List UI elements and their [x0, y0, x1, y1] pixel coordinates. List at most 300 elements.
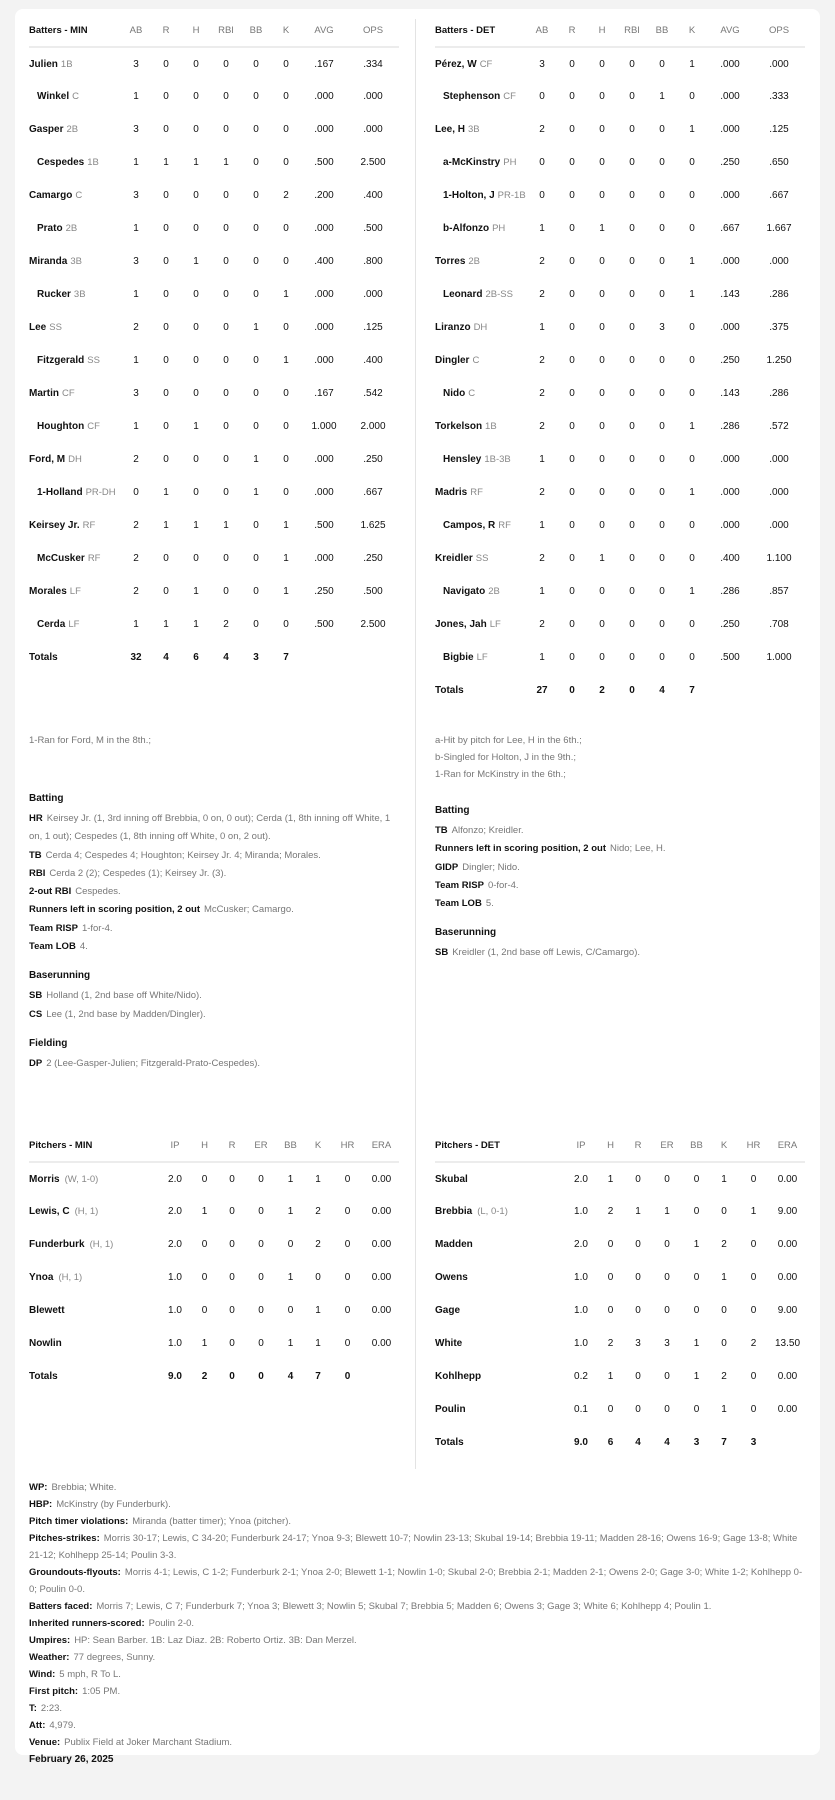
- player-name: Julien: [29, 58, 58, 70]
- player-cell: [435, 410, 527, 443]
- stat-h: 1: [193, 619, 199, 630]
- stat-rbi: 0: [629, 91, 635, 102]
- column-header-ops: OPS: [753, 15, 805, 47]
- pitcher-row: [435, 1360, 805, 1393]
- column-header-h: H: [587, 15, 617, 47]
- stat-bb: 1: [253, 487, 259, 498]
- total-h: 6: [193, 652, 199, 663]
- info-value: McKinstry (by Funderburk).: [56, 1499, 171, 1510]
- stat-avg: 1.000: [311, 421, 337, 432]
- pitcher-row: [29, 1162, 399, 1195]
- stat-ops: 2.000: [360, 421, 386, 432]
- stat-avg: .000: [720, 487, 740, 498]
- stat-ops: .400: [363, 355, 383, 366]
- stat-bb: 1: [287, 1272, 294, 1283]
- player-cell: [435, 146, 527, 179]
- stat-ops: 1.250: [766, 355, 792, 366]
- stat-rbi: 0: [629, 421, 635, 432]
- stat-rbi: 0: [629, 520, 635, 531]
- stat-bb: 0: [693, 1305, 700, 1316]
- player-name: Pérez, W: [435, 58, 477, 70]
- stat-hr: 1: [750, 1206, 757, 1217]
- stat-er: 0: [258, 1173, 264, 1185]
- total-k: 7: [689, 685, 695, 696]
- stat-value: Kreidler (1, 2nd base off Lewis, C/Camargo).: [452, 947, 641, 959]
- stat-r: 0: [635, 1173, 641, 1185]
- stat-ops: 1.000: [766, 652, 792, 663]
- stat-r: 0: [163, 355, 169, 366]
- player-name: Liranzo: [435, 322, 471, 333]
- stat-bb: 1: [659, 91, 665, 102]
- stat-key: Runners left in scoring position, 2 out: [29, 904, 201, 916]
- stat-bb: 0: [253, 586, 259, 597]
- stat-ops: .500: [363, 586, 383, 597]
- stat-bb: 0: [253, 256, 259, 267]
- stat-value: Lee (1, 2nd base by Madden/Dingler).: [46, 1008, 206, 1020]
- stat-line: [435, 859, 805, 877]
- pitcher-row: [435, 1261, 805, 1294]
- stat-key: RBI: [29, 867, 46, 879]
- column-header-h: H: [181, 15, 211, 47]
- stat-ops: .667: [363, 487, 383, 498]
- stat-k: 0: [689, 223, 695, 234]
- info-value: 1:05 PM.: [82, 1686, 121, 1697]
- player-position: C: [72, 91, 80, 102]
- game-info-line: [29, 1649, 809, 1666]
- game-info-line: [29, 1598, 809, 1615]
- stat-h: 1: [193, 256, 199, 267]
- player-name: Morris: [29, 1173, 60, 1185]
- stat-key: TB: [29, 849, 42, 861]
- totals-label: Totals: [435, 1437, 464, 1448]
- column-divider: [415, 19, 416, 1469]
- section-baserunning: [435, 927, 805, 962]
- stat-ops: .375: [769, 322, 789, 333]
- info-value: Morris 4-1; Lewis, C 1-2; Funderburk 2-1; Ynoa 2-0; Blewett 1-1; Nowlin 1-0; Skubal 2-0; Brebbia 2-1; Madden 2-1; Owens 2-0; Gage 3-0; White 1-2; Kohlhepp 0-0; Poulin 0-0.: [29, 1567, 803, 1595]
- stat-er: 0: [664, 1305, 670, 1316]
- stat-h: 0: [599, 355, 605, 366]
- stat-rbi: 0: [223, 322, 229, 333]
- player-position: RF: [87, 553, 101, 564]
- stat-h: 2: [607, 1206, 614, 1217]
- total-rbi: 0: [629, 685, 635, 696]
- stat-r: 0: [569, 355, 575, 366]
- total-bb: 3: [253, 652, 259, 663]
- stat-k: 1: [721, 1173, 727, 1185]
- player-cell: [435, 575, 527, 608]
- stat-ip: 1.0: [574, 1272, 588, 1283]
- info-value: Poulin 2-0.: [148, 1618, 195, 1629]
- player-cell: [29, 80, 121, 113]
- stat-rbi: 0: [629, 256, 635, 267]
- stat-ops: .125: [769, 124, 789, 135]
- game-info-line: [29, 1564, 809, 1598]
- stat-k: 2: [721, 1239, 727, 1250]
- stat-k: 1: [315, 1305, 321, 1316]
- stat-h: 0: [599, 256, 605, 267]
- pitcher-row: [435, 1393, 805, 1426]
- stat-k: 1: [283, 289, 289, 300]
- stat-ab: 3: [133, 58, 139, 70]
- player-name: Owens: [435, 1272, 468, 1283]
- stat-avg: .000: [720, 91, 740, 102]
- stat-k: 0: [689, 190, 695, 201]
- section-title: Baserunning: [435, 927, 497, 939]
- total-h: 2: [201, 1371, 208, 1382]
- stat-ab: 2: [539, 256, 545, 267]
- min-batting-notes: [29, 732, 399, 749]
- stat-h: 0: [193, 124, 199, 135]
- info-value: Morris 30-17; Lewis, C 34-20; Funderburk 24-17; Ynoa 9-3; Blewett 10-7; Nowlin 23-13; Skubal 19-14; Brebbia 19-11; Madden 28-16; Owens 16-9; Gage 13-8; White 21-12; Kohlhepp 25-14; Poulin 3-3.: [29, 1533, 798, 1561]
- batter-row: [435, 311, 805, 344]
- stat-ab: 2: [539, 553, 545, 564]
- total-ab: 27: [536, 685, 548, 696]
- stat-ab: 3: [133, 256, 139, 267]
- stat-key: CS: [29, 1008, 43, 1020]
- batter-row: [29, 443, 399, 476]
- stat-bb: 1: [287, 1206, 294, 1217]
- stat-h: 0: [201, 1272, 208, 1283]
- stat-h: 0: [201, 1173, 208, 1185]
- stat-rbi: 0: [223, 553, 229, 564]
- player-position: 3B: [468, 124, 480, 135]
- stat-h: 0: [193, 190, 199, 201]
- stat-rbi: 0: [223, 586, 229, 597]
- stat-h: 0: [607, 1404, 614, 1415]
- stat-ops: .000: [769, 58, 789, 70]
- stat-avg: .400: [314, 256, 334, 267]
- stat-h: 0: [599, 388, 605, 399]
- stat-r: 0: [569, 487, 575, 498]
- player-name: Navigato: [443, 586, 486, 597]
- info-key: HBP:: [29, 1499, 53, 1510]
- player-name: Funderburk: [29, 1239, 85, 1250]
- info-value: Miranda (batter timer); Ynoa (pitcher).: [132, 1516, 291, 1527]
- player-cell: [435, 80, 527, 113]
- stat-key: Team RISP: [435, 879, 484, 891]
- batter-row: [435, 344, 805, 377]
- stat-r: 0: [569, 619, 575, 630]
- stat-line: [29, 1006, 399, 1024]
- player-cell: [435, 113, 527, 146]
- batter-row: [435, 179, 805, 212]
- stat-r: 0: [163, 322, 169, 333]
- stat-avg: .400: [720, 553, 740, 564]
- stat-r: 0: [569, 223, 575, 234]
- stat-k: 0: [721, 1206, 727, 1217]
- column-header-ops: OPS: [347, 15, 399, 47]
- stat-bb: 0: [253, 91, 259, 102]
- player-position: CF: [479, 58, 493, 70]
- section-batting: [29, 793, 399, 956]
- stat-hr: 0: [750, 1272, 757, 1283]
- stat-value: Dingler; Nido.: [462, 861, 520, 873]
- game-info-line: [29, 1683, 809, 1700]
- player-cell: [29, 542, 121, 575]
- batter-row: [435, 476, 805, 509]
- stat-bb: 0: [693, 1404, 700, 1415]
- stat-r: 0: [569, 91, 575, 102]
- stat-avg: .167: [314, 58, 334, 70]
- stat-h: 0: [193, 91, 199, 102]
- total-er: 0: [258, 1371, 264, 1382]
- stat-ops: .500: [363, 223, 383, 234]
- stat-r: 0: [163, 223, 169, 234]
- column-header-era: ERA: [364, 1130, 399, 1162]
- stat-h: 0: [599, 421, 605, 432]
- stat-ab: 1: [539, 520, 545, 531]
- stat-k: 0: [283, 256, 289, 267]
- stat-line: [435, 840, 805, 858]
- stat-r: 0: [635, 1404, 641, 1415]
- stat-bb: 0: [659, 454, 665, 465]
- column-header-bb: BB: [647, 15, 677, 47]
- stat-h: 0: [193, 553, 199, 564]
- player-position: 3B: [73, 289, 86, 300]
- batter-row: [29, 278, 399, 311]
- stat-rbi: 0: [223, 289, 229, 300]
- column-header-rbi: RBI: [211, 15, 241, 47]
- total-ip: 9.0: [168, 1371, 182, 1382]
- stat-key: SB: [29, 990, 43, 1002]
- player-position: SS: [49, 322, 62, 333]
- stat-h: 0: [193, 355, 199, 366]
- stat-ab: 3: [133, 388, 139, 399]
- table-title: Pitchers - MIN: [29, 1130, 159, 1162]
- stat-avg: .167: [314, 388, 334, 399]
- pitcher-decision: (H, 1): [89, 1239, 114, 1250]
- stat-k: 0: [283, 454, 289, 465]
- game-info: [29, 1479, 809, 1768]
- total-ops: [347, 641, 399, 674]
- stat-bb: 1: [253, 454, 259, 465]
- batter-row: [29, 146, 399, 179]
- batter-row: [29, 608, 399, 641]
- player-name: Lee: [29, 322, 47, 333]
- pitcher-row: [29, 1195, 399, 1228]
- column-header-er: ER: [246, 1130, 276, 1162]
- stat-ab: 2: [133, 520, 139, 531]
- stat-ops: 1.100: [766, 553, 792, 564]
- stat-ab: 2: [133, 553, 139, 564]
- player-cell: [435, 1294, 565, 1327]
- pitcher-row: [435, 1294, 805, 1327]
- stat-rbi: 0: [223, 355, 229, 366]
- stat-ab: 2: [133, 322, 139, 333]
- stat-era: 0.00: [777, 1404, 798, 1415]
- info-value: 77 degrees, Sunny.: [73, 1652, 156, 1663]
- stat-avg: .286: [720, 586, 740, 597]
- total-k: 7: [283, 652, 289, 663]
- stat-key: SB: [435, 947, 449, 959]
- batter-row: [435, 113, 805, 146]
- stat-bb: 1: [287, 1173, 294, 1185]
- column-header-bb: BB: [682, 1130, 711, 1162]
- player-position: LF: [68, 619, 80, 630]
- stat-ab: 1: [133, 157, 139, 168]
- player-name: b-Alfonzo: [443, 223, 490, 234]
- stat-k: 0: [689, 520, 695, 531]
- game-info-line: [29, 1632, 809, 1649]
- total-r: 4: [635, 1437, 641, 1448]
- stat-k: 0: [283, 157, 289, 168]
- player-name: Keirsey Jr.: [29, 520, 80, 531]
- stat-bb: 0: [693, 1206, 700, 1217]
- stat-bb: 0: [253, 355, 259, 366]
- stat-ops: 1.667: [766, 223, 792, 234]
- stat-k: 0: [283, 223, 289, 234]
- totals-label: Totals: [29, 652, 58, 663]
- player-cell: [29, 113, 121, 146]
- game-info-line: [29, 1530, 809, 1564]
- stat-bb: 0: [253, 157, 259, 168]
- min-batting-column: [29, 15, 399, 1073]
- player-position: 2B-SS: [485, 289, 513, 300]
- player-name: Hensley: [443, 454, 482, 465]
- stat-ops: .800: [363, 256, 383, 267]
- stat-bb: 0: [659, 520, 665, 531]
- player-name: Lee, H: [435, 124, 466, 135]
- stat-h: 0: [599, 652, 605, 663]
- stat-ops: .542: [363, 388, 383, 399]
- info-key: Pitches-strikes:: [29, 1533, 100, 1544]
- stat-k: 0: [283, 58, 289, 70]
- stat-avg: .000: [314, 487, 334, 498]
- stat-k: 2: [283, 190, 289, 201]
- stat-avg: .250: [314, 586, 334, 597]
- stat-bb: 1: [693, 1338, 700, 1349]
- stat-avg: .286: [720, 421, 740, 432]
- stat-bb: 0: [659, 190, 665, 201]
- total-bb: 3: [693, 1437, 700, 1448]
- stat-r: 0: [229, 1239, 235, 1250]
- stat-value: McCusker; Camargo.: [204, 904, 294, 916]
- pitcher-row: [435, 1162, 805, 1195]
- player-name: Martin: [29, 388, 59, 399]
- player-cell: [29, 1294, 159, 1327]
- stat-ops: .000: [363, 91, 383, 102]
- player-position: PR-DH: [85, 487, 116, 498]
- player-cell: [435, 278, 527, 311]
- column-header-ip: IP: [565, 1130, 597, 1162]
- stat-era: 9.00: [777, 1206, 798, 1217]
- pitcher-decision: (W, 1-0): [64, 1173, 99, 1185]
- stat-ops: .000: [769, 487, 789, 498]
- stat-h: 1: [599, 553, 605, 564]
- stat-r: 0: [569, 322, 575, 333]
- stat-r: 0: [569, 421, 575, 432]
- total-r: 4: [163, 652, 169, 663]
- stat-rbi: 0: [629, 487, 635, 498]
- total-avg: [301, 641, 347, 674]
- stat-avg: .000: [720, 256, 740, 267]
- stat-key: Team LOB: [29, 941, 76, 953]
- stat-avg: .250: [720, 157, 740, 168]
- stat-bb: 0: [659, 256, 665, 267]
- pitcher-decision: (L, 0-1): [477, 1206, 508, 1217]
- stat-r: 1: [635, 1206, 641, 1217]
- stat-ab: 2: [539, 388, 545, 399]
- stat-k: 1: [721, 1404, 727, 1415]
- stat-r: 1: [163, 157, 169, 168]
- player-name: Jones, Jah: [435, 619, 487, 630]
- batter-row: [435, 608, 805, 641]
- stat-k: 1: [689, 289, 695, 300]
- batter-row: [29, 80, 399, 113]
- total-k: 7: [721, 1437, 727, 1448]
- stat-k: 2: [721, 1371, 727, 1382]
- stat-ops: .250: [363, 454, 383, 465]
- stat-rbi: 0: [223, 256, 229, 267]
- player-position: DH: [473, 322, 488, 333]
- stat-bb: 0: [287, 1239, 294, 1250]
- stat-h: 1: [607, 1173, 614, 1185]
- player-name: Skubal: [435, 1173, 468, 1185]
- stat-line: [29, 987, 399, 1005]
- stat-bb: 0: [253, 223, 259, 234]
- stat-bb: 0: [253, 388, 259, 399]
- stat-r: 1: [163, 487, 169, 498]
- stat-k: 0: [283, 124, 289, 135]
- stat-ab: 2: [539, 124, 545, 135]
- player-cell: [435, 443, 527, 476]
- column-header-r: R: [557, 15, 587, 47]
- stat-r: 0: [229, 1305, 235, 1316]
- batter-row: [435, 509, 805, 542]
- player-name: Torkelson: [435, 421, 483, 432]
- stat-k: 2: [315, 1239, 321, 1250]
- stat-k: 0: [689, 91, 695, 102]
- info-key: Venue:: [29, 1737, 61, 1748]
- stat-rbi: 0: [223, 388, 229, 399]
- stat-rbi: 0: [629, 223, 635, 234]
- batter-row: [29, 212, 399, 245]
- stat-ab: 0: [133, 487, 139, 498]
- stat-h: 0: [201, 1305, 208, 1316]
- stat-line: [29, 901, 399, 919]
- player-position: PR-1B: [497, 190, 526, 201]
- stat-rbi: 0: [223, 454, 229, 465]
- stat-rbi: 0: [629, 289, 635, 300]
- stat-k: 1: [689, 586, 695, 597]
- stat-h: 0: [193, 322, 199, 333]
- stat-avg: .500: [314, 619, 334, 630]
- player-cell: [29, 608, 121, 641]
- stat-hr: 0: [750, 1239, 757, 1250]
- stat-line: [29, 883, 399, 901]
- player-position: 2B: [468, 256, 481, 267]
- stat-ops: .125: [363, 322, 383, 333]
- stat-key: HR: [29, 813, 43, 824]
- stat-h: 0: [607, 1305, 614, 1316]
- info-key: WP:: [29, 1482, 48, 1493]
- pitcher-row: [29, 1228, 399, 1261]
- column-header-r: R: [151, 15, 181, 47]
- stat-ip: 1.0: [168, 1338, 182, 1349]
- stat-ops: .572: [769, 421, 789, 432]
- batter-row: [29, 311, 399, 344]
- stat-rbi: 0: [629, 157, 635, 168]
- info-key: Inherited runners-scored:: [29, 1618, 145, 1629]
- total-ip: 9.0: [574, 1437, 588, 1448]
- player-name: McCusker: [37, 553, 85, 564]
- pitcher-row: [29, 1294, 399, 1327]
- player-cell: [29, 1261, 159, 1294]
- stat-ip: 1.0: [574, 1206, 588, 1217]
- player-cell: [435, 1360, 565, 1393]
- batter-row: [29, 575, 399, 608]
- stat-bb: 0: [253, 58, 259, 70]
